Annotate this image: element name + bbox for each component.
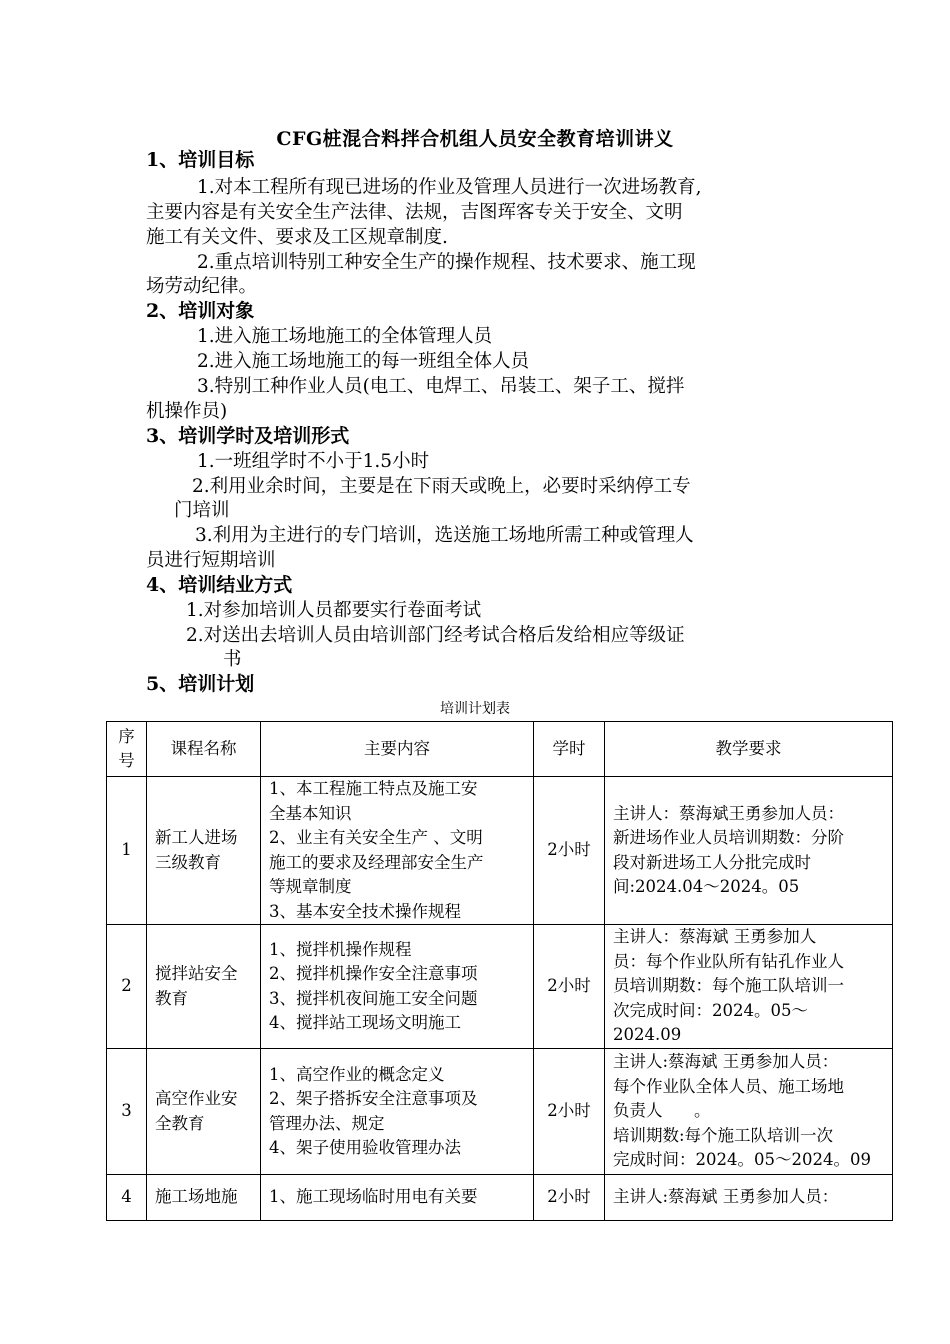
table-header-row (107, 722, 893, 777)
paragraph-line: 书 (223, 649, 242, 670)
row-requirements: 主讲人：蔡海斌 王勇参加人 员：每个作业队所有钻孔作业人 员培训期数：每个施工队培训一 次完成时间：2024。05～ 2024.09 (605, 925, 893, 1049)
table-row (107, 925, 893, 1049)
row-content: 1、施工现场临时用电有关要 (261, 1175, 534, 1221)
header-content: 主要内容 (261, 722, 534, 777)
paragraph-line: 主要内容是有关安全生产法律、法规，吉图珲客专关于安全、文明 (146, 202, 683, 223)
paragraph-line: 1.对本工程所有现已进场的作业及管理人员进行一次进场教育, (197, 177, 702, 198)
row-seq: 3 (107, 1049, 147, 1175)
row-course: 搅拌站安全 教育 (147, 925, 261, 1049)
row-hours: 2小时 (534, 925, 605, 1049)
row-content: 1、搅拌机操作规程 2、搅拌机操作安全注意事项 3、搅拌机夜间施工安全问题 4、搅拌站工现场文明施工 (261, 925, 534, 1049)
table-row (107, 777, 893, 925)
header-requirements: 教学要求 (605, 722, 893, 777)
header-hours: 学时 (534, 722, 605, 777)
row-content: 1、高空作业的概念定义 2、架子搭拆安全注意事项及 管理办法、规定 4、架子使用验收管理办法 (261, 1049, 534, 1175)
section-heading: 1、培训目标 (146, 149, 255, 171)
paragraph-line: 场劳动纪律。 (146, 276, 258, 297)
row-hours: 2小时 (534, 777, 605, 925)
paragraph-line: 2.重点培训特别工种安全生产的操作规程、技术要求、施工现 (197, 252, 696, 273)
table-row (107, 1049, 893, 1175)
header-course: 课程名称 (147, 722, 261, 777)
section-heading: 4、培训结业方式 (146, 574, 293, 596)
paragraph-line: 员进行短期培训 (146, 550, 276, 571)
paragraph-line: 施工有关文件、要求及工区规章制度. (146, 227, 448, 248)
row-course: 高空作业安 全教育 (147, 1049, 261, 1175)
row-course: 新工人进场 三级教育 (147, 777, 261, 925)
paragraph-line: 机操作员) (146, 401, 228, 422)
table-row (107, 1175, 893, 1221)
row-requirements: 主讲人：蔡海斌王勇参加人员： 新进场作业人员培训期数：分阶 段对新进场工人分批完成时 间:2024.04～2024。05 (605, 777, 893, 925)
section-heading: 5、培训计划 (146, 673, 255, 695)
paragraph-line: 1.一班组学时不小于1.5小时 (197, 451, 430, 472)
section-heading: 3、培训学时及培训形式 (146, 425, 350, 447)
section-heading: 2、培训对象 (146, 300, 255, 322)
row-hours: 2小时 (534, 1049, 605, 1175)
table-caption: 培训计划表 (440, 701, 510, 717)
row-content: 1、本工程施工特点及施工安 全基本知识 2、业主有关安全生产 、文明 施工的要求及经理部安全生产 等规章制度 3、基本安全技术操作规程 (261, 777, 534, 925)
row-seq: 4 (107, 1175, 147, 1221)
paragraph-line: 2.进入施工场地施工的每一班组全体人员 (197, 351, 530, 372)
row-hours: 2小时 (534, 1175, 605, 1221)
row-seq: 2 (107, 925, 147, 1049)
row-requirements: 主讲人:蔡海斌 王勇参加人员： (605, 1175, 893, 1221)
header-seq: 序 号 (107, 722, 147, 777)
paragraph-line: 1.对参加培训人员都要实行卷面考试 (186, 600, 482, 621)
row-seq: 1 (107, 777, 147, 925)
row-requirements: 主讲人:蔡海斌 王勇参加人员： 每个作业队全体人员、施工场地 负责人 。 培训期数:每个施工队培训一次 完成时间：2024。05～2024。09 (605, 1049, 893, 1175)
paragraph-line: 门培训 (174, 500, 230, 521)
document-title: CFG桩混合料拌合机组人员安全教育培训讲义 (276, 128, 674, 150)
paragraph-line: 2.对送出去培训人员由培训部门经考试合格后发给相应等级证 (186, 625, 685, 646)
training-plan-table (106, 721, 893, 1221)
paragraph-line: 2.利用业余时间，主要是在下雨天或晚上，必要时采纳停工专 (192, 476, 691, 497)
paragraph-line: 3.利用为主进行的专门培训，选送施工场地所需工种或管理人 (195, 525, 694, 546)
row-course: 施工场地施 (147, 1175, 261, 1221)
paragraph-line: 1.进入施工场地施工的全体管理人员 (197, 326, 493, 347)
paragraph-line: 3.特别工种作业人员(电工、电焊工、吊装工、架子工、搅拌 (197, 376, 685, 397)
